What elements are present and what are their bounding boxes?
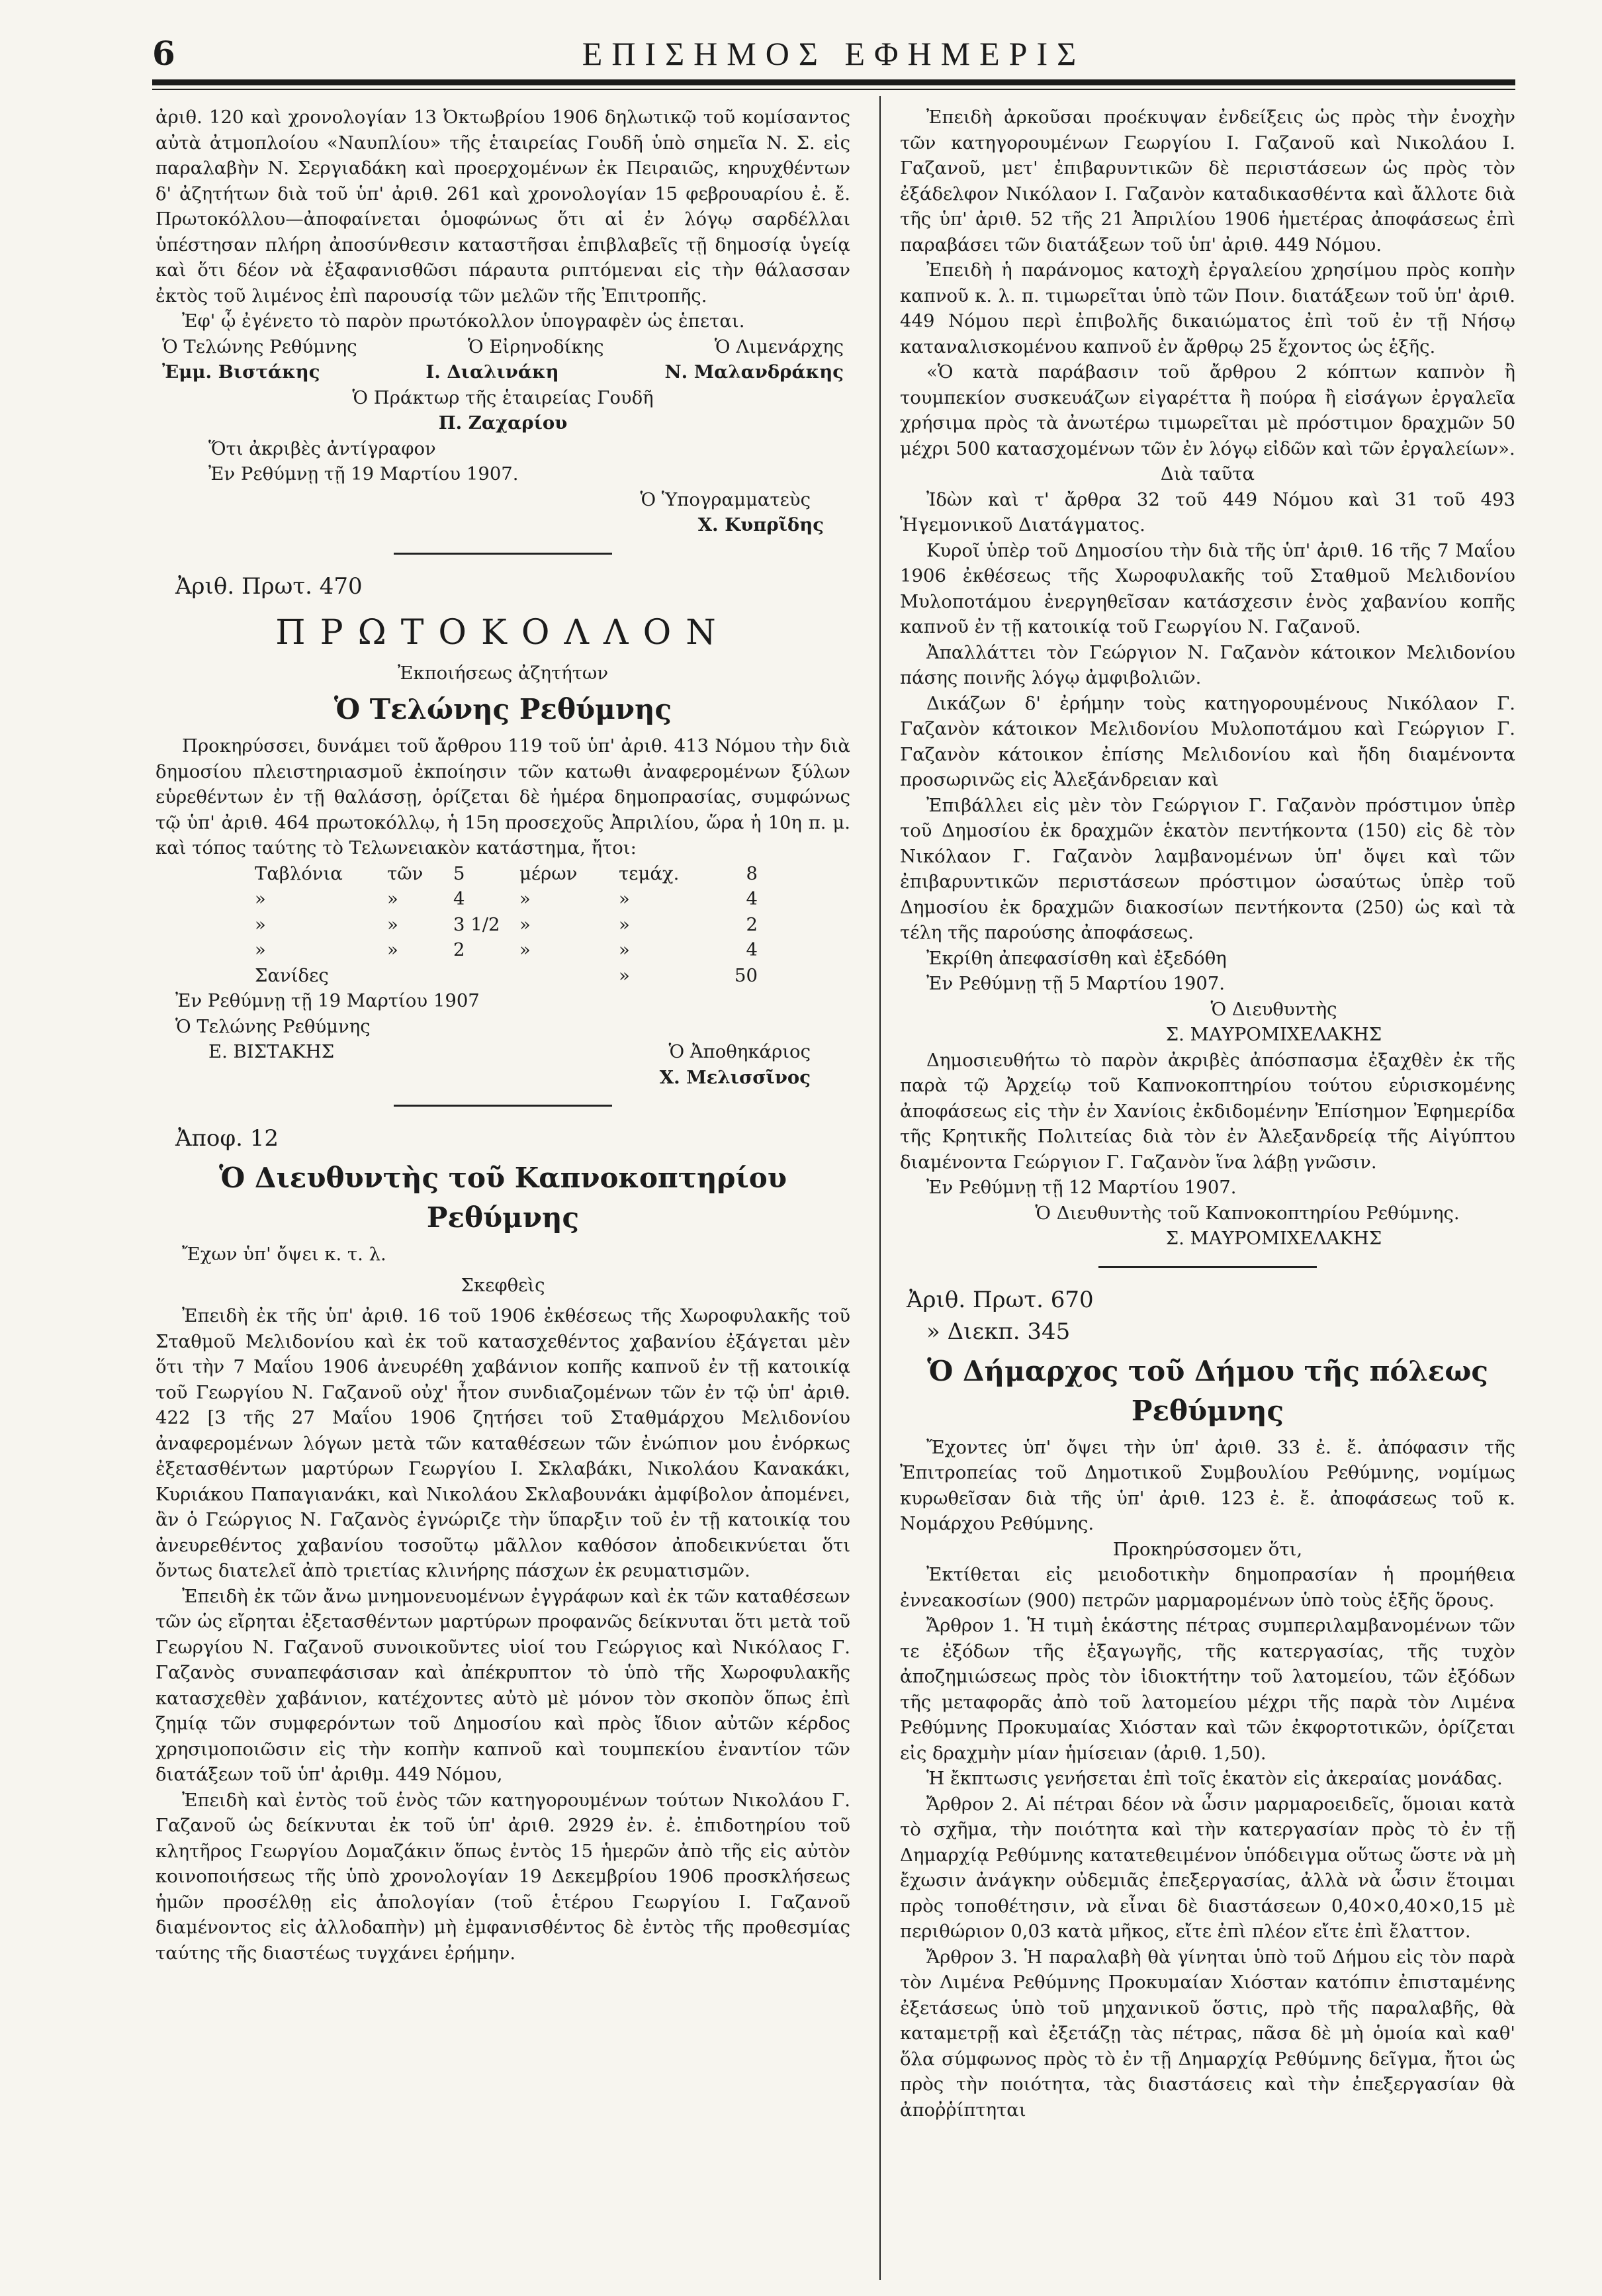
considering-heading: Σκεφθεὶς <box>461 1274 545 1296</box>
table-cell: » <box>619 939 630 960</box>
table-cell: » <box>387 913 398 935</box>
table-cell: 4 <box>746 888 758 909</box>
right-paragraph-5: Κυροῖ ὑπὲρ τοῦ Δημοσίου τὴν διὰ τῆς ὑπ' ἀριθ. 16 τῆς 7 Μαΐου 1906 ἐκθέσεως τῆς Χωροφυλακῆς τοῦ Σταθμοῦ Μελιδονίου Μυλοποτάμου ἐνεργηθεῖσαν κατάσχεσιν ἑνὸς χαβανίου κοπῆς καπνοῦ ἐν τῇ κατοικίᾳ τοῦ Γεωργίου Ν. Γαζανοῦ. <box>900 539 1515 637</box>
table-cell: Ταβλόνια <box>255 862 343 884</box>
protocol-heading: Ὁ Τελώνης Ρεθύμνης <box>334 693 672 725</box>
signature-name: Σ. ΜΑΥΡΟΜΙΧΕΛΑΚΗΣ <box>1165 1024 1382 1045</box>
date-line: Ἐν Ρεθύμνῃ τῇ 12 Μαρτίου 1907. <box>926 1177 1237 1198</box>
table-cell: 4 <box>746 939 758 960</box>
right-paragraph-2: Ἐπειδὴ ἡ παράνομος κατοχὴ ἐργαλείου χρησίμου πρὸς κοπὴν καπνοῦ κ. λ. π. τιμωρεῖται ὑπὸ τῶν Ποιν. διατάξεων τοῦ ὑπ' ἀριθ. 449 Νόμου περὶ ἐπιβολῆς δικαιώματος ἐπὶ τοῦ ἐν τῇ Νήσῳ καταναλισκομένου καπνοῦ ἐν ἄρθρῳ 25 ἔχοντος ὡς ἑξῆς. <box>900 259 1515 357</box>
table-cell: 8 <box>746 862 758 884</box>
table-cell: » <box>619 913 630 935</box>
signature-name: Ν. Μαλανδράκης <box>664 361 844 383</box>
signature-role: Ὁ Τελώνης Ρεθύμνης <box>175 1015 371 1037</box>
right-paragraph-10: Δημοσιευθήτω τὸ παρὸν ἀκριβὲς ἀπόσπασμα ἐξαχθὲν ἐκ τῆς παρὰ τῷ Ἀρχείῳ τοῦ Καπνοκοπτηρίου τούτου εὑρισκομένης ἀποφάσεως εἰς τὴν ἐν Χανίοις ἐκδιδομένην Ἐπίσημον Ἐφημερίδα τῆς Κρητικῆς Πολιτείας διὰ τὸν ἐν Ἀλεξανδρείᾳ τῆς Αἰγύπτου διαμένοντα Γεώργιον Γ. Γαζανὸν ἵνα λάβῃ γνῶσιν. <box>900 1049 1515 1173</box>
table-cell: τεμάχ. <box>619 862 680 884</box>
table-cell: 2 <box>746 913 758 935</box>
left-column <box>156 105 850 1966</box>
announcement-heading: Προκηρύσσομεν ὅτι, <box>1112 1538 1303 1560</box>
table-cell <box>519 963 605 989</box>
left-paragraph-5: Ἐπειδὴ ἐκ τῆς ὑπ' ἀριθ. 16 τοῦ 1906 ἐκθέσεως τῆς Χωροφυλακῆς τοῦ Σταθμοῦ Μελιδονίου καὶ ἐκ τοῦ κατασχεθέντος χαβανίου ἐξάγεται μὲν ὅτι τὴν 7 Μαΐου 1906 ἀνευρέθη χαβάνιον κοπῆς καπνοῦ ἐν τῇ κατοικίᾳ τοῦ Γεωργίου Ν. Γαζανοῦ οὐχ' ἦτον συνδιαζομένων τῶν ἐν τῷ ὑπ' ἀριθ. 422 [3 τῆς 27 Μαΐου 1906 ζητήσει τοῦ Σταθμάρχου Μελιδονίου ἀναφερομένων λόγων μετὰ τῶν καταθέσεων τῶν ἐνώπιον μου ἐνόρκως ἐξετασθέντων μαρτύρων Γεωργίου Ι. Σκλαβάκι, Νικολάου Κανακάκι, Κυριάκου Παπαγιανάκι, καὶ Νικολάου Σκλαβουνάκι ἀμφίβολον ἀπομένει, ἂν ὁ Γεώργιος Ν. Γαζανὸς ἐγνώριζε τὴν ὕπαρξιν τοῦ ἐν τῇ κατοικίᾳ του ἀνευρεθέντος χαβανίου τοσοῦτῳ μᾶλλον καθόσον ἀποδεικνύεται ὅτι ὄντως διατελεῖ ἀπὸ τριετίας κλινήρης πάσχων ἐκ ρευματισμῶν. <box>156 1305 850 1581</box>
right-paragraph-7: Δικάζων δ' ἐρήμην τοὺς κατηγορουμένους Νικόλαον Γ. Γαζανὸν κάτοικον Μελιδονίου Μυλοποτάμου καὶ Γεώργιον Γ. Γαζανὸν κάτοικον ἐπίσης Μελιδονίου καὶ ἤδη διαμένοντα προσωρινῶς εἰς Ἀλεξάνδρειαν καὶ <box>900 692 1515 790</box>
page-number: 6 <box>152 34 175 73</box>
signature-role: Ὁ Ὑπογραμματεὺς <box>640 488 811 510</box>
director-heading: Ὁ Διευθυντὴς τοῦ Καπνοκοπτηρίου Ρεθύμνης <box>219 1162 787 1234</box>
right-paragraph-1: Ἐπειδὴ ἀρκοῦσαι προέκυψαν ἐνδείξεις ὡς πρὸς τὴν ἐνοχὴν τῶν κατηγορουμένων Γεωργίου Ι. Γαζανοῦ καὶ Νικολάου Ι. Γαζανοῦ, μετ' ἐπιβαρυντικῶν δὲ περιστάσεων ὡς πρὸς τὸν ἐξάδελφον Νικόλαον Ι. Γαζανὸν καταδικασθέντα καὶ ἄλλοτε διὰ τῆς ὑπ' ἀριθ. 52 τῆς 21 Ἀπριλίου 1906 ἡμετέρας ἀποφάσεως ἐπὶ παραβάσει τῶν διατάξεων τοῦ ὑπ' ἀριθ. 449 Νόμου. <box>900 107 1515 255</box>
left-paragraph-6: Ἐπειδὴ ἐκ τῶν ἄνω μνημονευομένων ἐγγράφων καὶ ἐκ τῶν καταθέσεων τῶν ὡς εἴρηται ἐξετασθέντων μαρτύρων προφανῶς δείκνυται ὅτι μετὰ τοῦ Γεωργίου Ν. Γαζανοῦ συνοικοῦντες υἱοί του Γεώργιος καὶ Νικόλαος Γ. Γαζανὸς συναπεφάσισαν καὶ ἀπέκρυπτον τὸ ὑπὸ τῆς Χωροφυλακῆς κατασχεθὲν χαβάνιον, κατέχοντες αὐτὸ μὲ μόνον τὸν σκοπὸν ὅπως ἐπὶ ζημίᾳ τῶν συμφερόντων τοῦ Δημοσίου καὶ πρὸς ἴδιον αὐτῶν κέρδος χρησιμοποιῶσιν εἰς τὴν κοπὴν καπνοῦ καὶ τουμπεκίου ἐναντίον τῶν διατάξεων τοῦ ὑπ' ἀριθμ. 449 Νόμου, <box>156 1585 850 1785</box>
signature-name: Π. Ζαχαρίου <box>438 412 568 434</box>
left-paragraph-1: ἀριθ. 120 καὶ χρονολογίαν 13 Ὀκτωβρίου 1906 δηλωτικῷ τοῦ κομίσαντος αὐτὰ ἀτμοπλοίου «Ναυπλίου» τῆς ἑταιρείας Γουδῆ ὑπὸ σημεῖα Ν. Σ. εἰς παραλαβὴν Ν. Σεργιαδάκη καὶ προερχομένων ἐκ Πειραιῶς, κηρυχθέντων δ' ἀζητήτων διὰ τοῦ ὑπ' ἀριθ. 261 καὶ χρονολογίαν 15 φεβρουαρίου ἐ. ἔ. Πρωτοκόλλου—ἀποφαίνεται ὁμοφώνως ὅτι αἱ ἐν λόγῳ σαρδέλλαι ὑπέστησαν πλήρη ἀποσύνθεσιν καταστῆσαι ἐπιβλαβεῖς τῇ δημοσίᾳ ὑγείᾳ καὶ ὅτι δέον νὰ ἐξαφανισθῶσι πάραυτα ριπτόμεναι εἰς τὴν θάλασσαν ἐκτὸς τοῦ λιμένος ἐπὶ παρουσίᾳ τῶν μελῶν τῆς Ἐπιτροπῆς. <box>156 107 850 306</box>
table-cell <box>453 963 506 989</box>
table-cell <box>387 963 440 989</box>
table-cell: 5 <box>453 862 465 884</box>
table-cell: 50 <box>734 964 758 986</box>
article-3: Ἄρθρον 3. Ἡ παραλαβὴ θὰ γίνηται ὑπὸ τοῦ Δήμου εἰς τὸν παρὰ τὸν Λιμένα Ρεθύμνης Προκυμαίαν Χιόσταν κατόπιν ἐπισταμένης ἐξετάσεως ὑπὸ τοῦ μηχανικοῦ ὅστις, πρὸ τῆς παραλαβῆς, θὰ καταμετρῇ καὶ ἐξετάζῃ τὰς πέτρας, πᾶσα δὲ μὴ ὁμοία καὶ καθ' ὅλα σύμφωνος πρὸς τὸ ἐν τῇ Δημαρχίᾳ Ρεθύμνης δεῖγμα, ἤτοι ὡς πρὸς τὴν ποιότητα, τὰς διαστάσεις καὶ τὴν ἐπεξεργασίαν θὰ ἀποῤῥίπτηται <box>900 1946 1515 2121</box>
items-table <box>255 861 758 989</box>
table-cell: » <box>619 888 630 909</box>
right-paragraph-8: Ἐπιβάλλει εἰς μὲν τὸν Γεώργιον Γ. Γαζανὸν πρόστιμον ὑπὲρ τοῦ Δημοσίου ἐκ δραχμῶν ἑκατὸν πεντήκοντα (150) εἰς δὲ τὸν Νικόλαον Γ. Γαζανὸν λαμβανομένων ὑπ' ὄψει καὶ τῶν ἐπιβαρυντικῶν περιστάσεων πρόστιμον ὡσαύτως ὑπὲρ τοῦ Δημοσίου ἐκ δραχμῶν διακοσίων πεντήκοντα (250) ὡς καὶ τὰ τέλη τῆς παρούσης ἀποφάσεως. <box>900 794 1515 943</box>
right-paragraph-11: Ἔχοντες ὑπ' ὄψει τὴν ὑπ' ἀριθ. 33 ἐ. ἔ. ἀπόφασιν τῆς Ἐπιτροπείας τοῦ Δημοτικοῦ Συμβουλίου Ρεθύμνης, νομίμως κυρωθεῖσαν διὰ τῆς ὑπ' ἀριθ. 123 ἐ. ἔ. ἀποφάσεως τοῦ κ. Νομάρχου Ρεθύμνης. <box>900 1436 1515 1534</box>
signature-role: Ὁ Ἀποθηκάριος <box>668 1041 811 1062</box>
date-line: Ἐν Ρεθύμνῃ τῇ 19 Μαρτίου 1907 <box>175 990 480 1011</box>
mayor-heading: Ὁ Δήμαρχος τοῦ Δήμου τῆς πόλεως Ρεθύμνης <box>927 1354 1488 1427</box>
left-paragraph-4: Ἔχων ὑπ' ὄψει κ. τ. λ. <box>182 1244 386 1265</box>
certification-date: Ἐν Ρεθύμνῃ τῇ 19 Μαρτίου 1907. <box>208 463 519 484</box>
table-row <box>255 937 758 963</box>
table-cell: » <box>519 913 531 935</box>
signature-role: Ὁ Τελώνης Ρεθύμνης <box>162 336 357 357</box>
protocol-number: Ἀριθ. Πρωτ. 470 <box>175 573 363 600</box>
table-cell: » <box>255 939 266 960</box>
date-line: Ἐν Ρεθύμνῃ τῇ 5 Μαρτίου 1907. <box>926 973 1225 994</box>
signature-role: Ὁ Λιμενάρχης <box>714 336 844 357</box>
therefore-heading: Διὰ ταῦτα <box>1160 463 1255 484</box>
signature-roles-row <box>156 334 850 360</box>
right-paragraph-12: Ἐκτίθεται εἰς μειοδοτικὴν δημοπρασίαν ἡ προμήθεια ἐννεακοσίων (900) πετρῶν μαρμαρομένων ὑπὸ τοὺς ἑξῆς ὅρους. <box>900 1564 1515 1611</box>
right-column <box>900 105 1515 2123</box>
section-divider <box>394 553 612 555</box>
left-paragraph-7: Ἐπειδὴ καὶ ἐντὸς τοῦ ἑνὸς τῶν κατηγορουμένων τούτων Νικολάου Γ. Γαζανοῦ ὡς δείκνυται ἐκ τοῦ ὑπ' ἀριθ. 2929 ἐν. ἐ. ἐπιδοτηρίου τοῦ κλητῆρος Γεωργίου Δομαζάκιν ὅπως ἐντὸς 15 ἡμερῶν ἀπὸ τῆς εἰς αὐτὸν κοινοποιήσεως τῆς ὑπὸ χρονολογίαν 19 Δεκεμβρίου 1906 προσκλήσεως ἡμῶν προσέλθῃ εἰς ἀπολογίαν (τοῦ ἑτέρου Γεωργίου Ι. Γαζανοῦ διαμένοντος εἰς ἀλλοδαπὴν) μὴ ἐμφανισθέντος δὲ ἐντὸς τῆς προθεσμίας ταύτης τῆς διαστέως τυγχάνει ἐρήμην. <box>156 1789 850 1964</box>
table-cell: » <box>519 888 531 909</box>
right-paragraph-6: Ἀπαλλάττει τὸν Γεώργιον Ν. Γαζανὸν κάτοικον Μελιδονίου πάσης ποινῆς λόγῳ ἀμφιβολιῶν. <box>900 641 1515 688</box>
section-divider <box>1098 1266 1317 1268</box>
article-2: Ἄρθρον 2. Αἱ πέτραι δέον νὰ ὦσιν μαρμαροειδεῖς, ὅμοιαι κατὰ τὸ σχῆμα, τὴν ποιότητα καὶ τὴν κατεργασίαν πρὸς τὸ ἐν τῇ Δημαρχίᾳ Ρεθύμνης κατατεθειμένον ὑπόδειγμα οὕτως ὥστε νὰ μὴ ἔχωσιν ἀνάγκην οὐδεμιᾶς ἐπεξεργασίας, ἀλλὰ νὰ ὦσιν ἕτοιμαι πρὸς τοποθέτησιν, νὰ εἶναι δὲ διαστάσεων 0,40×0,40×0,15 μὲ περιθώριον 0,03 κατὰ μῆκος, εἴτε ἐπὶ πλέον εἴτε ἐπὶ ἔλαττον. <box>900 1793 1515 1942</box>
signature-row <box>156 1039 850 1065</box>
table-cell: Σανίδες <box>255 964 329 986</box>
article-1: Ἄρθρον 1. Ἡ τιμὴ ἑκάστης πέτρας συμπεριλαμβανομένων τῶν τε ἐξόδων τῆς ἐξαγωγῆς, τῆς κατεργασίας, τῆς τυχὸν ἀποζημιώσεως πρὸς τὸν ἰδιοκτήτην τοῦ λατομείου, τῶν ἐξόδων τῆς μεταφορᾶς ἀπὸ τοῦ λατομείου μέχρι τῆς παρὰ τὸν Λιμένα Ρεθύμνης Προκυμαίας Χιόσταν καὶ τῶν ἐκφορτοτικῶν, ὁρίζεται εἰς δραχμὴν μίαν ἡμίσειαν (ἀριθ. 1,50). <box>900 1615 1515 1764</box>
signature-role: Ὁ Διευθυντὴς τοῦ Καπνοκοπτηρίου Ρεθύμνης. <box>1035 1202 1460 1224</box>
header-rule-thin <box>152 89 1515 90</box>
table-cell: » <box>387 888 398 909</box>
table-cell: 3 1/2 <box>453 913 500 935</box>
table-cell: » <box>255 913 266 935</box>
table-cell: τῶν <box>387 862 423 884</box>
right-paragraph-9: Ἐκρίθη ἀπεφασίσθη καὶ ἐξεδόθη <box>926 947 1227 969</box>
column-divider <box>879 96 881 2280</box>
decision-number: Ἀποφ. 12 <box>175 1125 279 1152</box>
section-divider <box>394 1105 612 1107</box>
table-cell: » <box>619 964 630 986</box>
protocol-number: Ἀριθ. Πρωτ. 670 <box>907 1286 1094 1313</box>
right-paragraph-4: Ἰδὼν καὶ τ' ἄρθρα 32 τοῦ 449 Νόμου καὶ 31 τοῦ 493 Ἡγεμονικοῦ Διατάγματος. <box>900 488 1515 535</box>
signature-name: Ε. ΒΙΣΤΑΚΗΣ <box>208 1041 335 1062</box>
table-row <box>255 861 758 887</box>
signature-role: Ὁ Διευθυντὴς <box>1210 998 1337 1020</box>
signature-name: Χ. Μελισσῖνος <box>659 1066 811 1088</box>
table-row <box>255 912 758 938</box>
signature-name: Ι. Διαλινάκη <box>425 361 559 383</box>
table-cell: 4 <box>453 888 465 909</box>
signature-name: Ἐμμ. Βιστάκης <box>162 361 320 383</box>
masthead-title: ΕΠΙΣΗΜΟΣ ΕΦΗΜΕΡΙΣ <box>582 35 1086 72</box>
left-paragraph-2: Ἐφ' ᾧ ἐγένετο τὸ παρὸν πρωτόκολλον ὑπογραφὲν ὡς ἑπεται. <box>182 310 745 332</box>
table-row <box>255 963 758 989</box>
header-rule-thick <box>152 79 1515 85</box>
certification-line: Ὅτι ἀκριβὲς ἀντίγραφον <box>208 437 436 459</box>
left-paragraph-3: Προκηρύσσει, δυνάμει τοῦ ἄρθρου 119 τοῦ ὑπ' ἀριθ. 413 Νόμου τὴν διὰ δημοσίου πλειστηριασμοῦ ἐκποίησιν τῶν κατωθι ἀναφερομένων ξύλων εὑρεθέντων ἐν τῇ θαλάσσῃ, ὁρίζεται δὲ ἡμέρα δημοπρασίας, συμφώνως τῷ ὑπ' ἀριθ. 464 πρωτοκόλλῳ, ἡ 15η προσεχοῦς Ἀπριλίου, ὥρα ἡ 10η π. μ. καὶ τόπος ταύτης τὸ Τελωνειακὸν κατάστημα, ἤτοι: <box>156 735 850 858</box>
page-header <box>152 32 1515 73</box>
protocol-subtitle: Ἐκποιήσεως ἀζητήτων <box>397 662 609 684</box>
table-cell: 2 <box>453 939 465 960</box>
signature-names-row <box>156 359 850 385</box>
signature-role: Ὁ Εἰρηνοδίκης <box>467 336 604 357</box>
right-paragraph-3: «Ὁ κατὰ παράβασιν τοῦ ἄρθρου 2 κόπτων καπνὸν ἢ τουμπεκίον συσκευάζων εἰγαρέττα ἢ πούρα ἢ εἰσάγων ἐργαλεῖα χρήσιμα πρὸς τὰ ἀνωτέρω τιμωρεῖται μὲ πρόστιμον δραχμῶν 50 μέχρι 500 κατασχομένων τῶν ἐν λόγῳ εἰδῶν καὶ τῶν ἐργαλείων». <box>900 361 1515 459</box>
signature-name: Χ. Κυπρῖδης <box>697 514 824 535</box>
table-cell: » <box>387 939 398 960</box>
table-row <box>255 886 758 912</box>
signature-name: Σ. ΜΑΥΡΟΜΙΧΕΛΑΚΗΣ <box>1165 1228 1382 1249</box>
protocol-title: ΠΡΩΤΟΚΟΛΛΟΝ <box>275 612 731 653</box>
table-cell: » <box>255 888 266 909</box>
table-cell: μέρων <box>519 862 578 884</box>
table-cell: » <box>519 939 531 960</box>
dispatch-number: » Διεκπ. 345 <box>926 1318 1071 1345</box>
signature-role: Ὁ Πράκτωρ τῆς ἑταιρείας Γουδῆ <box>352 387 654 408</box>
right-paragraph-14: Ἡ ἔκπτωσις γενήσεται ἐπὶ τοῖς ἑκατὸν εἰς ἀκεραίας μονάδας. <box>926 1768 1503 1789</box>
